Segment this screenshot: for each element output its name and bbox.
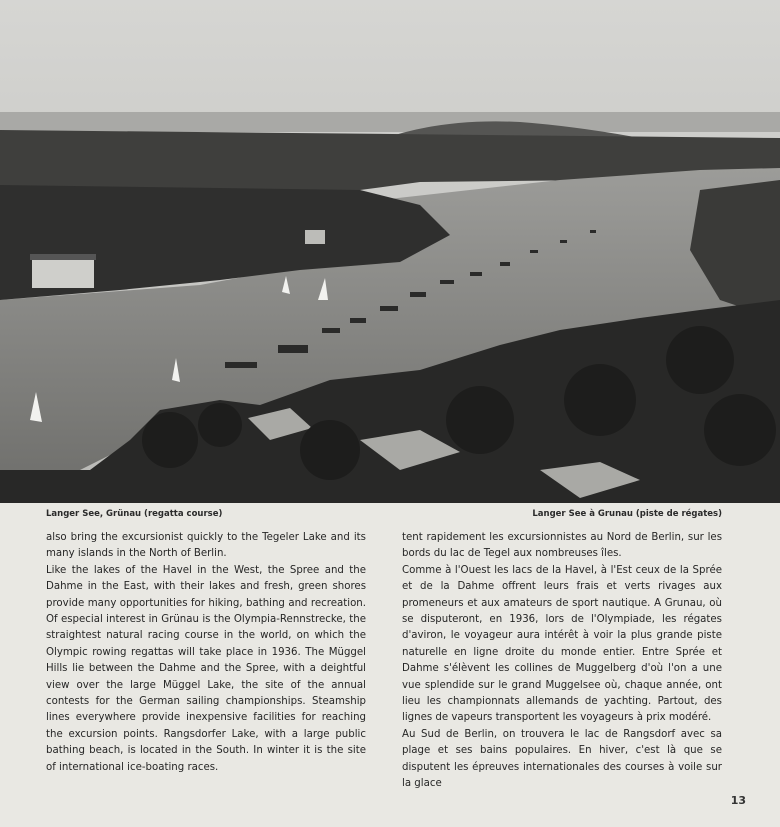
caption-english: Langer See, Grünau (regatta course) (46, 509, 223, 519)
english-column (46, 530, 366, 776)
caption-french: Langer See à Grunau (piste de régates) (532, 509, 722, 519)
page-number: 13 (730, 794, 746, 807)
english-paragraph: Like the lakes of the Havel in the West, the Spree and the Dahme in the East, with their lakes and fresh, green shores provide many opportunities for hiking, bathing and recreation. Of especial interest in Grünau is the Olympia-Rennstrecke, the straightest natural racing course in the world, on which the Olympic rowing regattas will take place in 1936. The Müggel Hills lie between the Dahme and the Spree, with a deightful view over the large Müggel Lake, the site of the annual contests for the German sailing championships. Steamship lines everywhere provide inexpensive facilities for reaching the excursion points. Rangsdorfer Lake, with a large public bathing beach, is located in the South. In winter it is the site of international ice-boating races. (46, 564, 366, 773)
french-paragraph: tent rapidement les excursionnistes au Nord de Berlin, sur les bords du lac de Tegel aux nombreuses îles. (402, 532, 722, 560)
english-paragraph: also bring the excursionist quickly to the Tegeler Lake and its many islands in the North of Berlin. (46, 532, 366, 560)
french-paragraph: Comme à l'Ouest les lacs de la Havel, à l'Est ceux de la Sprée et de la Dahme offrent leurs frais et verts rivages aux promeneurs et aux amateurs de sport nautique. A Grunau, où se disputeront, en 1936, lors de l'Olympiade, les régates d'aviron, le voyageur aura intérêt à voir la plus grande piste naturelle en ligne droite du monde entier. Entre Sprée et Dahme s'élèvent les collines de Muggelberg d'où l'on a une vue splendide sur le grand Muggelsee où, chaque année, ont lieu les championnats allemands de yachting. Partout, des lignes de vapeurs transportent les voyageurs à prix modéré. (402, 564, 722, 724)
french-column (402, 530, 722, 793)
french-paragraph: Au Sud de Berlin, on trouvera le lac de Rangsdorf avec sa plage et ses bains populaires. En hiver, c'est là que se disputent les épreuves internationales des courses à voile sur la glace (402, 728, 722, 790)
